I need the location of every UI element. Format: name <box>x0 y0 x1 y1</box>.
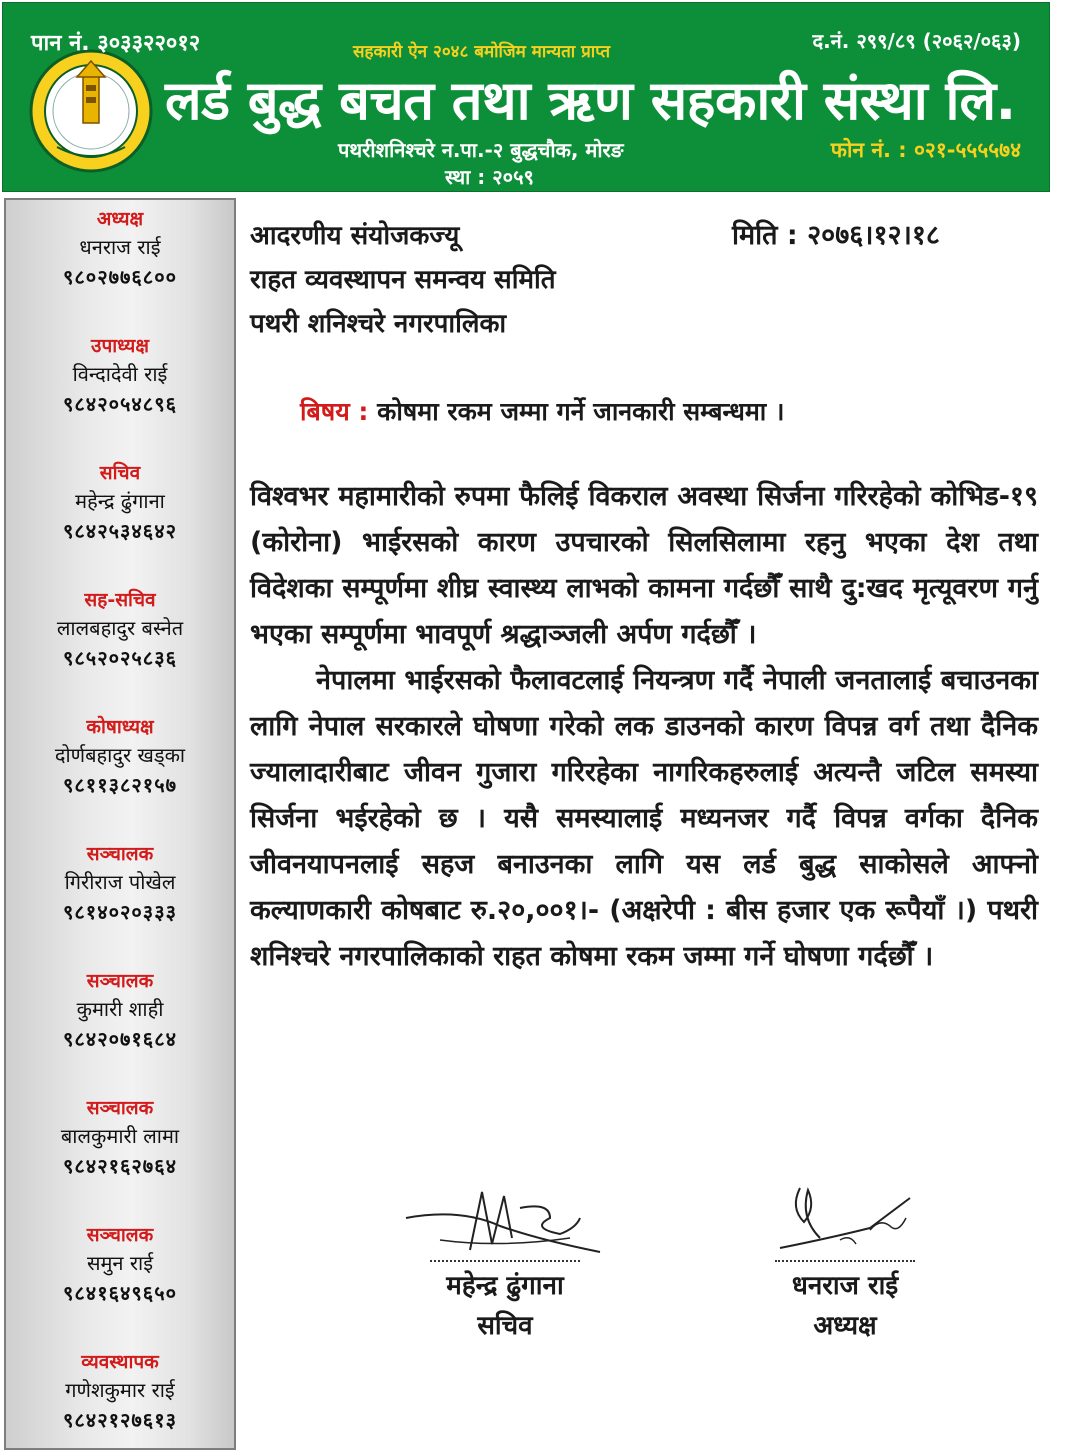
organization-name: लर्ड बुद्ध बचत तथा ऋण सहकारी संस्था लि. <box>165 69 1016 132</box>
subject-line <box>300 392 784 432</box>
letterhead-banner <box>2 2 1050 192</box>
body-paragraph: नेपालमा भाईरसको फैलावटलाई नियन्त्रण गर्दै नेपाली जनतालाई बचाउनका लागि नेपाल सरकारले घोषणा गरेको लक डाउनको कारण विपन्न वर्ग तथा दैनिक ज्यालादारीबाट जीवन गुजारा गरिरहेका नागरिकहरुलाई अत्यन्तै जटिल समस्या सिर्जना भईरहेको छ । यसै समस्यालाई मध्यनजर गर्दै विपन्न वर्गका दैनिक जीवनयापनलाई सहज बनाउनका लागि यस लर्ड बुद्ध साकोसले आफ्नो कल्याणकारी कोषबाट रु.२०,००१।- (अक्षरेपी : बीस हजार एक रूपैयाँ ।) पथरी शनिश्चरे नगरपालिकाको राहत कोषमा रकम जम्मा गर्ने घोषणा गर्दछौँ । <box>250 665 1038 972</box>
member-entry <box>6 333 234 419</box>
body-paragraph: विश्वभर महामारीको रुपमा फैलिई विकराल अवस्था सिर्जना गरिरहेको कोभिड-१९ (कोरोना) भाईरसको कारण उपचारको सिलसिलामा रहनु भएका देश तथा विदेशका सम्पूर्णमा शीघ्र स्वास्थ्य लाभको कामना गर्दछौँ साथै दु:खद मृत्यूवरण गर्नु भएका सम्पूर्णमा भावपूर्ण श्रद्धाञ्जली अर्पण गर्दछौँ । <box>250 481 1038 650</box>
member-role: सञ्चालक <box>86 1224 154 1246</box>
signature-block-secretary <box>400 1178 610 1346</box>
member-entry <box>6 714 234 800</box>
board-members-sidebar <box>4 198 236 1450</box>
subject-text: कोषमा रकम जम्मा गर्ने जानकारी सम्बन्धमा । <box>377 397 785 426</box>
member-role: कोषाध्यक्ष <box>86 716 154 738</box>
member-role: सह-सचिव <box>84 589 156 611</box>
signatory-title: सचिव <box>477 1311 533 1341</box>
recognition-line: सहकारी ऐन २०४८ बमोजिम मान्यता प्राप्त <box>353 42 611 62</box>
member-phone: ९८४२१६२७६४ <box>63 1154 177 1178</box>
member-name: लालबहादुर बस्नेत <box>56 616 184 640</box>
handwritten-signature <box>400 1178 610 1260</box>
member-phone: ९८४२०७१६८४ <box>63 1027 177 1051</box>
signatory-title: अध्यक्ष <box>813 1311 877 1341</box>
addressee-line: राहत व्यवस्थापन समन्वय समिति <box>250 265 556 295</box>
member-role: सचिव <box>99 462 141 484</box>
member-entry <box>6 968 234 1054</box>
addressee-block <box>250 214 556 346</box>
letter-date: मिति : २०७६।१२।१८ <box>732 220 940 251</box>
registration-number: द.नं. २९९/८९ (२०६२/०६३) <box>812 29 1021 53</box>
signature-line <box>430 1260 580 1262</box>
addressee-line: आदरणीय संयोजकज्यू <box>250 221 460 251</box>
member-role: सञ्चालक <box>86 1097 154 1119</box>
organization-phone: फोन नं. : ०२१-५५५५७४ <box>830 138 1021 162</box>
member-phone: ९८११३८२१५७ <box>63 773 177 797</box>
established-year: स्था : २०५९ <box>445 165 534 189</box>
member-phone: ९८०२७७६८०० <box>63 265 177 289</box>
member-name: गणेशकुमार राई <box>65 1378 175 1402</box>
member-role: अध्यक्ष <box>96 208 144 230</box>
organization-logo <box>27 47 155 175</box>
organization-address: पथरीशनिश्चरे न.पा.-२ बुद्धचौक, मोरङ <box>338 138 624 162</box>
member-role: सञ्चालक <box>86 843 154 865</box>
pan-number: पान नं. ३०३३२२०१२ <box>31 31 201 56</box>
member-phone: ९८४१६४९६५० <box>63 1281 177 1305</box>
member-entry <box>6 460 234 546</box>
member-phone: ९८४२१२७६१३ <box>63 1408 177 1432</box>
member-phone: ९८५२०२५८३६ <box>63 646 177 670</box>
member-entry <box>6 1222 234 1308</box>
member-name: धनराज राई <box>79 235 161 259</box>
member-entry <box>6 1349 234 1435</box>
addressee-line: पथरी शनिश्चरे नगरपालिका <box>250 309 507 339</box>
member-name: महेन्द्र ढुंगाना <box>75 489 165 513</box>
member-name: गिरीराज पोखेल <box>64 870 176 894</box>
member-name: दोर्णबहादुर खड्का <box>54 743 186 767</box>
subject-label: बिषय : <box>300 397 369 426</box>
signature-line <box>775 1260 915 1262</box>
member-name: बालकुमारी लामा <box>60 1124 180 1148</box>
signatory-name: धनराज राई <box>791 1271 899 1301</box>
signatory-name: महेन्द्र ढुंगाना <box>446 1271 564 1301</box>
member-entry <box>6 1095 234 1181</box>
member-entry <box>6 841 234 927</box>
member-role: उपाध्यक्ष <box>91 335 149 357</box>
member-phone: ९८४२५३४६४२ <box>63 519 177 543</box>
member-role: सञ्चालक <box>86 970 154 992</box>
member-name: समुन राई <box>86 1251 154 1275</box>
member-phone: ९८१४०२०३३३ <box>63 900 177 924</box>
signature-block-chairman <box>760 1178 930 1346</box>
member-phone: ९८४२०५४८९६ <box>63 392 177 416</box>
member-role: व्यवस्थापक <box>81 1351 159 1373</box>
member-entry <box>6 206 234 292</box>
member-name: विन्दादेवी राई <box>72 362 168 386</box>
member-name: कुमारी शाही <box>76 997 164 1021</box>
member-entry <box>6 587 234 673</box>
handwritten-signature <box>760 1178 930 1260</box>
letter-body <box>250 474 1038 980</box>
